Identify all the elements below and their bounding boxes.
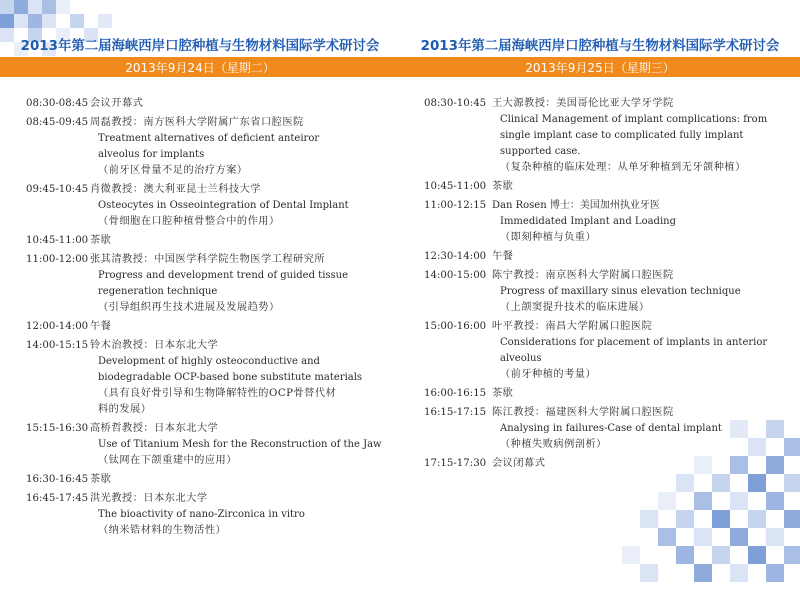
- conference-title-day1: 2013年第二届海峡西岸口腔种植与生物材料国际学术研讨会: [20, 39, 380, 54]
- date-day1: 2013年9月24日（星期二）: [125, 61, 275, 75]
- session-time: 10:45-11:00: [26, 235, 89, 246]
- session-speaker: 会议开幕式: [90, 98, 144, 109]
- session-time: 14:00-15:00: [424, 270, 487, 281]
- session-topic-line: single implant case to complicated fully implant: [500, 130, 744, 141]
- session-time: 17:15-17:30: [424, 458, 487, 469]
- session-details: [492, 319, 774, 383]
- session-topic-line: Osteocytes in Osseointegration of Dental Implant: [98, 200, 349, 211]
- session-topic-line: （上颌窦提升技术的临床进展）: [500, 302, 650, 313]
- schedule-item: [26, 233, 386, 249]
- session-details: [90, 252, 386, 316]
- session-speaker: 王大源教授：美国哥伦比亚大学牙学院: [492, 98, 674, 109]
- session-topic-line: （引导组织再生技术进展及发展趋势）: [98, 302, 280, 313]
- schedule-day2: [424, 96, 774, 475]
- schedule-item: [424, 268, 774, 316]
- session-time: 12:30-14:00: [424, 251, 487, 262]
- schedule-item: [424, 405, 774, 453]
- session-time: 09:45-10:45: [26, 184, 89, 195]
- session-speaker: 陈宁教授：南京医科大学附属口腔医院: [492, 270, 674, 281]
- schedule-item: [424, 386, 774, 402]
- session-time: 08:45-09:45: [26, 117, 89, 128]
- schedule-item: [26, 491, 386, 539]
- schedule-item: [26, 182, 386, 230]
- session-topic-line: alveolus for implants: [98, 149, 205, 160]
- session-topic-line: （具有良好骨引导和生物降解特性的OCP骨替代材: [98, 388, 337, 399]
- schedule-item: [424, 319, 774, 383]
- schedule-item: [424, 96, 774, 176]
- session-topic-line: Considerations for placement of implants in anterior: [500, 337, 768, 348]
- session-speaker: 茶歇: [492, 181, 514, 192]
- schedule-item: [26, 338, 386, 418]
- session-topic-line: alveolus: [500, 353, 542, 364]
- session-topic-line: Development of highly osteoconductive and: [98, 356, 320, 367]
- session-time: 16:15-17:15: [424, 407, 487, 418]
- session-details: [492, 96, 774, 176]
- session-topic-line: Analysing in failures-Case of dental implant: [500, 423, 722, 434]
- session-time: 08:30-08:45: [26, 98, 89, 109]
- session-speaker: 周磊教授：南方医科大学附属广东省口腔医院: [90, 117, 304, 128]
- session-time: 14:00-15:15: [26, 340, 89, 351]
- session-topic-line: regeneration technique: [98, 286, 218, 297]
- session-topic-line: （钛网在下颌重建中的应用）: [98, 455, 237, 466]
- session-details: [492, 386, 774, 402]
- session-details: [90, 421, 386, 469]
- session-topic-line: The bioactivity of nano-Zirconica in vitro: [98, 509, 305, 520]
- session-details: [492, 179, 774, 195]
- session-time: 16:00-16:15: [424, 388, 487, 399]
- session-details: [90, 115, 386, 179]
- schedule-day1: [26, 96, 386, 542]
- session-speaker: 张其清教授：中国医学科学院生物医学工程研究所: [90, 254, 326, 265]
- schedule-item: [26, 252, 386, 316]
- session-topic-line: Immedidated Implant and Loading: [500, 216, 676, 227]
- session-topic-line: Use of Titanium Mesh for the Reconstruction of the Jaw: [98, 439, 382, 450]
- session-speaker: 午餐: [492, 251, 514, 262]
- session-details: [90, 319, 386, 335]
- session-topic-line: （前牙种植的考量）: [500, 369, 597, 380]
- session-time: 16:45-17:45: [26, 493, 89, 504]
- session-speaker: Dan Rosen 博士：美国加州执业牙医: [492, 200, 660, 211]
- session-details: [90, 233, 386, 249]
- session-speaker: 午餐: [90, 321, 112, 332]
- session-details: [492, 198, 774, 246]
- session-topic-line: （种植失败病例剖析）: [500, 439, 607, 450]
- schedule-item: [424, 198, 774, 246]
- session-time: 11:00-12:15: [424, 200, 487, 211]
- session-topic-line: biodegradable OCP-based bone substitute materials: [98, 372, 363, 383]
- session-details: [492, 456, 774, 472]
- session-speaker: 茶歇: [492, 388, 514, 399]
- schedule-item: [424, 179, 774, 195]
- session-topic-line: （即刻种植与负重）: [500, 232, 597, 243]
- session-topic-line: supported case.: [500, 146, 581, 157]
- session-topic-line: （复杂种植的临床处理：从单牙种植到无牙颌种植）: [500, 162, 746, 173]
- schedule-item: [424, 249, 774, 265]
- session-speaker: 肖微教授：澳大利亚昆士兰科技大学: [90, 184, 261, 195]
- schedule-item: [26, 319, 386, 335]
- session-speaker: 陈江教授：福建医科大学附属口腔医院: [492, 407, 674, 418]
- session-time: 08:30-10:45: [424, 98, 487, 109]
- schedule-item: [26, 115, 386, 179]
- session-details: [492, 249, 774, 265]
- session-details: [90, 472, 386, 488]
- session-time: 11:00-12:00: [26, 254, 89, 265]
- session-topic-line: Clinical Management of implant complications: from: [500, 114, 768, 125]
- session-details: [90, 96, 386, 112]
- schedule-item: [26, 96, 386, 112]
- session-topic-line: 料的发展）: [98, 404, 152, 415]
- session-speaker: 会议闭幕式: [492, 458, 546, 469]
- session-details: [90, 182, 386, 230]
- session-speaker: 高桥哲教授：日本东北大学: [90, 423, 219, 434]
- conference-title-day2: 2013年第二届海峡西岸口腔种植与生物材料国际学术研讨会: [420, 39, 780, 54]
- session-time: 12:00-14:00: [26, 321, 89, 332]
- session-topic-line: （纳米锆材料的生物活性）: [98, 525, 227, 536]
- session-topic-line: Progress of maxillary sinus elevation technique: [500, 286, 741, 297]
- date-day2: 2013年9月25日（星期三）: [525, 61, 675, 75]
- session-speaker: 叶平教授：南昌大学附属口腔医院: [492, 321, 653, 332]
- session-topic-line: Progress and development trend of guided tissue: [98, 270, 349, 281]
- session-time: 15:15-16:30: [26, 423, 89, 434]
- session-details: [90, 491, 386, 539]
- session-time: 15:00-16:00: [424, 321, 487, 332]
- session-speaker: 洪光教授：日本东北大学: [90, 493, 208, 504]
- session-time: 10:45-11:00: [424, 181, 487, 192]
- session-speaker: 铃木治教授：日本东北大学: [90, 340, 219, 351]
- session-details: [492, 268, 774, 316]
- session-details: [492, 405, 774, 453]
- schedule-item: [26, 421, 386, 469]
- session-details: [90, 338, 386, 418]
- session-topic-line: （骨细胞在口腔种植骨整合中的作用）: [98, 216, 280, 227]
- session-speaker: 茶歇: [90, 474, 112, 485]
- schedule-item: [26, 472, 386, 488]
- session-time: 16:30-16:45: [26, 474, 89, 485]
- session-topic-line: （前牙区骨量不足的治疗方案）: [98, 165, 248, 176]
- session-speaker: 茶歇: [90, 235, 112, 246]
- session-topic-line: Treatment alternatives of deficient anteiror: [98, 133, 320, 144]
- schedule-item: [424, 456, 774, 472]
